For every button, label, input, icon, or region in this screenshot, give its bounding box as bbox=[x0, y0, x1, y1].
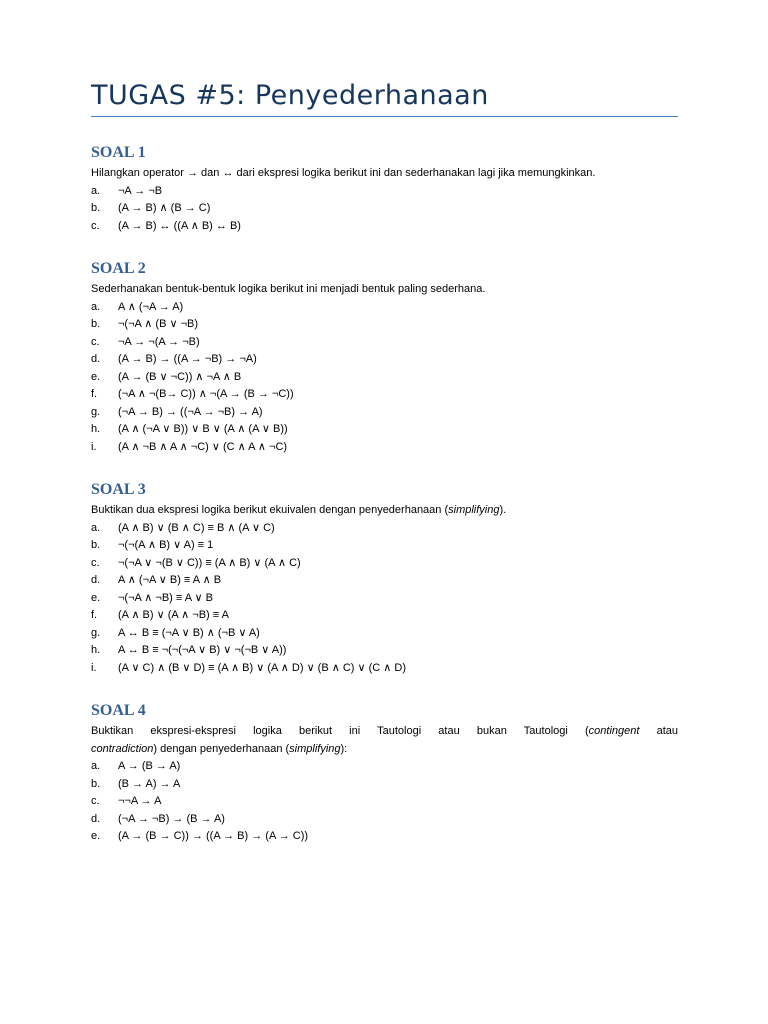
item-expression: ¬A → ¬(A → ¬B) bbox=[118, 335, 200, 348]
list-item bbox=[91, 572, 678, 590]
item-label: i. bbox=[91, 661, 97, 674]
item-expression: ¬(¬A ∨ ¬(B ∨ C)) ≡ (A ∧ B) ∨ (A ∧ C) bbox=[118, 556, 301, 569]
item-label: d. bbox=[91, 574, 101, 586]
item-expression: A ∧ (¬A → A) bbox=[118, 300, 184, 313]
item-expression: ¬(¬(A ∧ B) ∨ A) ≡ 1 bbox=[118, 539, 214, 551]
item-expression: (A ∧ (¬A ∨ B)) ∨ B ∨ (A ∧ (A ∨ B)) bbox=[118, 423, 288, 435]
list-item bbox=[91, 642, 678, 660]
item-label: a. bbox=[91, 760, 101, 772]
item-label: f. bbox=[91, 609, 98, 621]
item-label: i. bbox=[91, 440, 97, 453]
item-list bbox=[91, 520, 678, 678]
item-expression: (B → A) → A bbox=[118, 777, 181, 790]
item-label: a. bbox=[91, 521, 101, 534]
list-item bbox=[91, 299, 678, 317]
title-underline bbox=[91, 116, 678, 117]
intro-emphasis: simplifying bbox=[289, 742, 341, 755]
item-label: c. bbox=[91, 219, 100, 232]
item-expression: (¬A → B) → ((¬A → ¬B) → A) bbox=[118, 405, 263, 418]
list-item bbox=[91, 537, 678, 555]
section-intro bbox=[91, 502, 678, 520]
intro-text: ) dengan penyederhanaan ( bbox=[153, 742, 290, 755]
list-item bbox=[91, 200, 678, 218]
list-item bbox=[91, 421, 678, 439]
section-soal-4 bbox=[91, 701, 678, 846]
item-expression: (¬A ∧ ¬(B→ C)) ∧ ¬(A → (B → ¬C)) bbox=[118, 388, 294, 400]
list-item bbox=[91, 793, 678, 811]
intro-text: Buktikan dua ekspresi logika berikut ekuivalen dengan penyederhanaan ( bbox=[91, 504, 449, 516]
list-item bbox=[91, 439, 678, 457]
item-label: h. bbox=[91, 423, 101, 435]
section-heading: SOAL 1 bbox=[91, 144, 146, 161]
item-expression: (A → B) ↔ ((A ∧ B) ↔ B) bbox=[118, 219, 241, 232]
list-item bbox=[91, 404, 678, 422]
list-item bbox=[91, 625, 678, 643]
item-list bbox=[91, 299, 678, 457]
item-label: e. bbox=[91, 370, 101, 383]
list-item bbox=[91, 316, 678, 334]
list-item bbox=[91, 607, 678, 625]
section-intro bbox=[91, 723, 678, 741]
section-heading: SOAL 2 bbox=[91, 260, 146, 277]
list-item bbox=[91, 351, 678, 369]
list-item bbox=[91, 590, 678, 608]
list-item bbox=[91, 776, 678, 794]
item-label: g. bbox=[91, 405, 101, 418]
list-item bbox=[91, 183, 678, 201]
item-expression: (A ∧ B) ∨ (A ∧ ¬B) ≡ A bbox=[118, 609, 229, 621]
list-item bbox=[91, 386, 678, 404]
section-intro: Hilangkan operator → dan ↔ dari ekspresi logika berikut ini dan sederhanakan lagi jika memungkinkan. bbox=[91, 167, 596, 179]
list-item bbox=[91, 520, 678, 538]
intro-text: ). bbox=[499, 504, 507, 516]
item-expression: (A ∨ C) ∧ (B ∨ D) ≡ (A ∧ B) ∨ (A ∧ D) ∨ (B ∧ C) ∨ (C ∧ D) bbox=[118, 661, 406, 674]
item-expression: (A ∧ ¬B ∧ A ∧ ¬C) ∨ (C ∧ A ∧ ¬C) bbox=[118, 440, 288, 453]
section-soal-3 bbox=[91, 480, 678, 677]
section-intro: Sederhanakan bentuk-bentuk logika berikut ini menjadi bentuk paling sederhana. bbox=[91, 283, 486, 295]
item-expression: (¬A → ¬B) → (B → A) bbox=[118, 812, 225, 825]
item-list bbox=[91, 183, 678, 236]
item-label: b. bbox=[91, 777, 101, 790]
document-page bbox=[91, 78, 678, 846]
intro-text: ): bbox=[340, 742, 348, 755]
item-label: c. bbox=[91, 795, 100, 807]
intro-text: atau bbox=[639, 725, 678, 737]
item-expression: (A → B) → ((A → ¬B) → ¬A) bbox=[118, 353, 257, 365]
intro-emphasis: contradiction bbox=[91, 742, 154, 755]
item-label: h. bbox=[91, 644, 101, 656]
section-intro-continued bbox=[91, 741, 678, 759]
item-expression: ¬(¬A ∧ ¬B) ≡ A ∨ B bbox=[118, 591, 213, 604]
item-expression: ¬(¬A ∧ (B ∨ ¬B) bbox=[118, 318, 198, 330]
item-label: c. bbox=[91, 335, 100, 348]
item-label: a. bbox=[91, 184, 101, 197]
list-item bbox=[91, 660, 678, 678]
item-label: e. bbox=[91, 591, 101, 604]
item-list bbox=[91, 758, 678, 846]
section-soal-2 bbox=[91, 259, 678, 456]
item-expression: (A ∧ B) ∨ (B ∧ C) ≡ B ∧ (A ∨ C) bbox=[118, 521, 275, 534]
item-label: b. bbox=[91, 539, 101, 551]
list-item bbox=[91, 828, 678, 846]
item-label: g. bbox=[91, 626, 101, 639]
item-expression: (A → (B → C)) → ((A → B) → (A → C)) bbox=[118, 830, 309, 842]
item-expression: A ∧ (¬A ∨ B) ≡ A ∧ B bbox=[118, 574, 222, 586]
list-item bbox=[91, 218, 678, 236]
item-expression: (A → (B ∨ ¬C)) ∧ ¬A ∧ B bbox=[118, 370, 242, 383]
item-label: c. bbox=[91, 556, 100, 569]
list-item bbox=[91, 758, 678, 776]
list-item bbox=[91, 555, 678, 573]
item-expression: ¬¬A → A bbox=[118, 795, 162, 807]
item-label: a. bbox=[91, 300, 101, 313]
item-expression: ¬A → ¬B bbox=[118, 184, 163, 197]
list-item bbox=[91, 369, 678, 387]
item-label: d. bbox=[91, 353, 101, 365]
item-expression: A → (B → A) bbox=[118, 760, 181, 772]
item-label: d. bbox=[91, 812, 101, 825]
intro-emphasis: simplifying bbox=[448, 504, 500, 516]
item-expression: A ↔ B ≡ ¬(¬(¬A ∨ B) ∨ ¬(¬B ∨ A)) bbox=[118, 644, 287, 656]
item-label: e. bbox=[91, 830, 101, 842]
item-expression: (A → B) ∧ (B → C) bbox=[118, 202, 211, 214]
section-soal-1 bbox=[91, 143, 678, 235]
item-expression: A ↔ B ≡ (¬A ∨ B) ∧ (¬B ∨ A) bbox=[118, 626, 260, 639]
intro-emphasis: contingent bbox=[588, 725, 640, 737]
item-label: b. bbox=[91, 202, 101, 214]
section-heading: SOAL 4 bbox=[91, 702, 146, 719]
list-item bbox=[91, 811, 678, 829]
item-label: b. bbox=[91, 318, 101, 330]
list-item bbox=[91, 334, 678, 352]
section-heading: SOAL 3 bbox=[91, 481, 146, 498]
page-title: TUGAS #5: Penyederhanaan bbox=[91, 80, 489, 111]
item-label: f. bbox=[91, 388, 98, 400]
intro-text: Buktikan ekspresi-ekspresi logika berikut ini Tautologi atau bukan Tautologi ( bbox=[91, 725, 589, 737]
